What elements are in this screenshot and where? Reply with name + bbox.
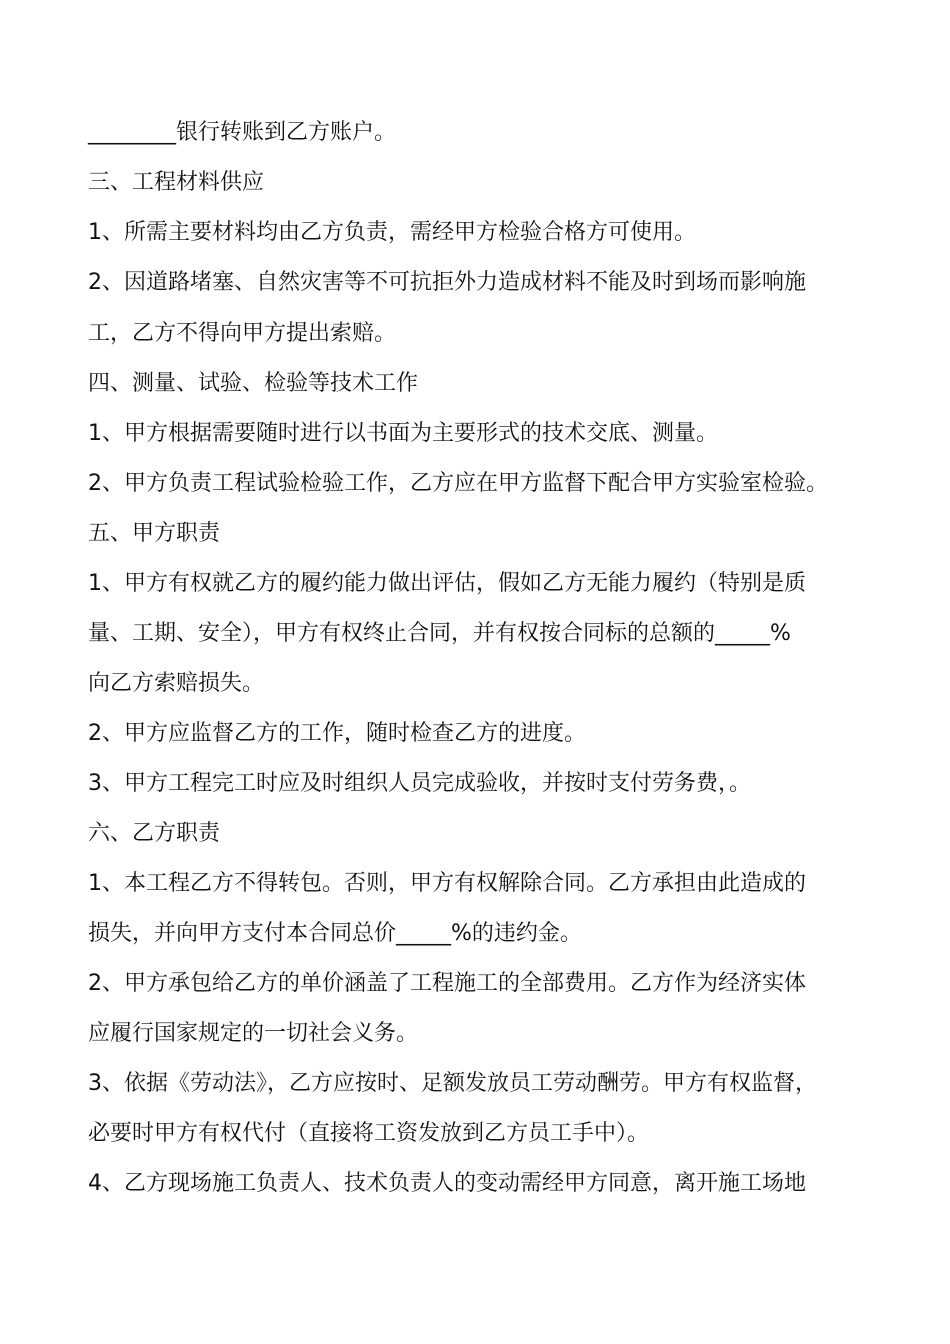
text-line: 1、甲方有权就乙方的履约能力做出评估，假如乙方无能力履约（特别是质 [88,571,806,596]
text-line: 1、本工程乙方不得转包。否则，甲方有权解除合同。乙方承担由此造成的 [88,871,806,896]
text-line: 必要时甲方有权代付（直接将工资发放到乙方员工手中）。 [88,1121,650,1146]
text-line: 1、所需主要材料均由乙方负责，需经甲方检验合格方可使用。 [88,220,696,245]
text-line: 1、甲方根据需要随时进行以书面为主要形式的技术交底、测量。 [88,421,718,446]
text-line: 工，乙方不得向甲方提出索赔。 [88,321,397,346]
text-line: 2、因道路堵塞、自然灾害等不可抗拒外力造成材料不能及时到场而影响施 [88,270,806,295]
text-line: 2、甲方负责工程试验检验工作，乙方应在甲方监督下配合甲方实验室检验。 [88,471,828,496]
text-line: 3、依据《劳动法》，乙方应按时、足额发放员工劳动酬劳。甲方有权监督， [88,1071,817,1096]
section-heading: 五、甲方职责 [88,521,221,546]
text-line: ________银行转账到乙方账户。 [88,120,397,145]
text-line: 向乙方索赔损失。 [88,671,265,696]
text-line: 2、甲方应监督乙方的工作，随时检查乙方的进度。 [88,721,586,746]
text-line: 3、甲方工程完工时应及时组织人员完成验收，并按时支付劳务费，。 [88,771,751,796]
text-line: 量、工期、安全），甲方有权终止合同，并有权按合同标的总额的_____% [88,621,791,646]
text-line: 损失，并向甲方支付本合同总价_____%的违约金。 [88,921,582,946]
text-line: 2、甲方承包给乙方的单价涵盖了工程施工的全部费用。乙方作为经济实体 [88,971,806,996]
section-heading: 四、测量、试验、检验等技术工作 [88,371,419,396]
text-line: 应履行国家规定的一切社会义务。 [88,1021,419,1046]
text-line: 4、乙方现场施工负责人、技术负责人的变动需经甲方同意，离开施工场地 [88,1171,806,1196]
section-heading: 六、乙方职责 [88,821,221,846]
section-heading: 三、工程材料供应 [88,170,265,195]
